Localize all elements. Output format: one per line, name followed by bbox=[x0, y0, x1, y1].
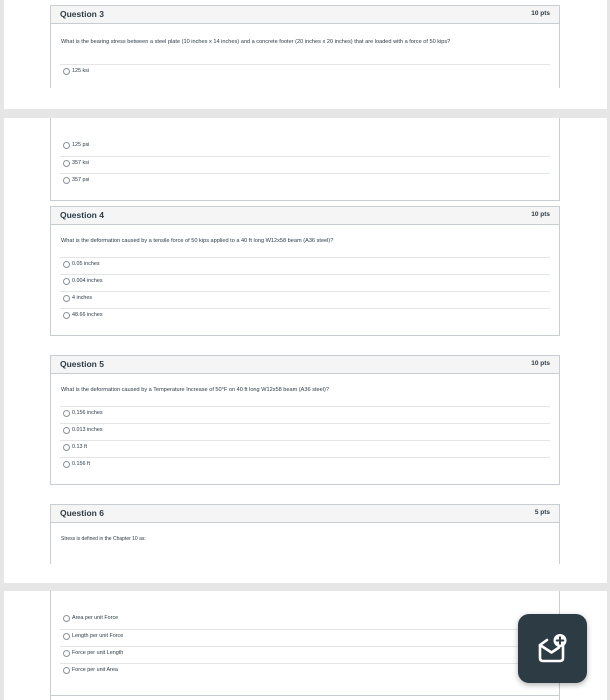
answer-option[interactable] bbox=[60, 257, 550, 275]
answer-option[interactable] bbox=[60, 64, 550, 82]
answer-label: Force per unit Area bbox=[72, 667, 118, 673]
answer-option[interactable] bbox=[60, 612, 550, 629]
radio-button[interactable] bbox=[63, 142, 70, 149]
question-title: Question 6 bbox=[60, 508, 104, 518]
radio-button[interactable] bbox=[63, 410, 70, 417]
question-header bbox=[51, 505, 559, 523]
answer-label: 357 psi bbox=[72, 177, 90, 183]
radio-button[interactable] bbox=[63, 68, 70, 75]
radio-button[interactable] bbox=[63, 650, 70, 657]
radio-button[interactable] bbox=[63, 461, 70, 468]
answer-label: 125 psi bbox=[72, 142, 90, 148]
radio-button[interactable] bbox=[63, 160, 70, 167]
question-title: Question 5 bbox=[60, 359, 104, 369]
page-2 bbox=[4, 118, 607, 583]
question-header bbox=[51, 356, 559, 374]
answer-label: Force per unit Length bbox=[72, 650, 124, 656]
question-header bbox=[51, 6, 559, 24]
answer-option[interactable] bbox=[60, 406, 550, 424]
answer-label: 4 inches bbox=[72, 295, 93, 301]
answer-option[interactable] bbox=[60, 291, 550, 309]
question-text: Stress is defined in the Chapter 10 as: bbox=[61, 536, 146, 542]
answer-option[interactable] bbox=[60, 629, 550, 647]
question-3-card bbox=[50, 5, 560, 88]
answer-option[interactable] bbox=[60, 663, 550, 681]
answer-option[interactable] bbox=[60, 457, 550, 475]
answer-option[interactable] bbox=[60, 156, 550, 174]
answer-label: 0.05 inches bbox=[72, 261, 100, 267]
radio-button[interactable] bbox=[63, 667, 70, 674]
question-points: 10 pts bbox=[531, 211, 550, 218]
radio-button[interactable] bbox=[63, 427, 70, 434]
card-divider bbox=[51, 695, 559, 696]
inbox-add-icon bbox=[537, 633, 568, 664]
question-5-card bbox=[50, 355, 560, 485]
inbox-add-button[interactable] bbox=[518, 614, 587, 683]
page-1 bbox=[4, 0, 607, 109]
answer-option[interactable] bbox=[60, 274, 550, 292]
answer-label: 0.156 inches bbox=[72, 410, 103, 416]
question-points: 10 pts bbox=[531, 360, 550, 367]
answer-label: 0.13 ft bbox=[72, 444, 87, 450]
answer-label: 0.004 inches bbox=[72, 278, 103, 284]
question-title: Question 4 bbox=[60, 210, 104, 220]
radio-button[interactable] bbox=[63, 295, 70, 302]
radio-button[interactable] bbox=[63, 615, 70, 622]
radio-button[interactable] bbox=[63, 444, 70, 451]
answer-label: Area per unit Force bbox=[72, 615, 119, 621]
radio-button[interactable] bbox=[63, 278, 70, 285]
answer-label: Length per unit Force bbox=[72, 633, 124, 639]
question-3-card-continued bbox=[50, 118, 560, 201]
radio-button[interactable] bbox=[63, 312, 70, 319]
answer-label: 0.156 ft bbox=[72, 461, 90, 467]
answer-label: 125 ksi bbox=[72, 68, 90, 74]
answer-label: 48.66 inches bbox=[72, 312, 103, 318]
answer-option[interactable] bbox=[60, 173, 550, 191]
question-points: 5 pts bbox=[534, 509, 550, 516]
question-text: What is the bearing stress between a steel plate (10 inches x 14 inches) and a concrete footer (20 inches x 20 inches) that are loaded with a force of 50 kips? bbox=[61, 39, 451, 45]
question-6-card bbox=[50, 504, 560, 564]
question-title: Question 3 bbox=[60, 9, 104, 19]
answer-option[interactable] bbox=[60, 308, 550, 326]
answer-label: 0.013 inches bbox=[72, 427, 103, 433]
answer-option[interactable] bbox=[60, 423, 550, 441]
question-6-card-continued bbox=[50, 591, 560, 700]
answer-label: 357 ksi bbox=[72, 160, 90, 166]
question-text: What is the deformation caused by a tensile force of 50 kips applied to a 40 ft long W12x58 beam (A36 steel)? bbox=[61, 238, 334, 244]
question-4-card bbox=[50, 206, 560, 336]
answer-option[interactable] bbox=[60, 646, 550, 664]
radio-button[interactable] bbox=[63, 261, 70, 268]
page-3 bbox=[4, 591, 607, 700]
question-text: What is the deformation caused by a Temperature Increase of 50°F on 40 ft long W12x58 beam (A36 steel)? bbox=[61, 387, 329, 393]
question-points: 10 pts bbox=[531, 10, 550, 17]
radio-button[interactable] bbox=[63, 177, 70, 184]
question-header bbox=[51, 207, 559, 225]
answer-option[interactable] bbox=[60, 440, 550, 458]
answer-option[interactable] bbox=[60, 139, 550, 156]
radio-button[interactable] bbox=[63, 633, 70, 640]
